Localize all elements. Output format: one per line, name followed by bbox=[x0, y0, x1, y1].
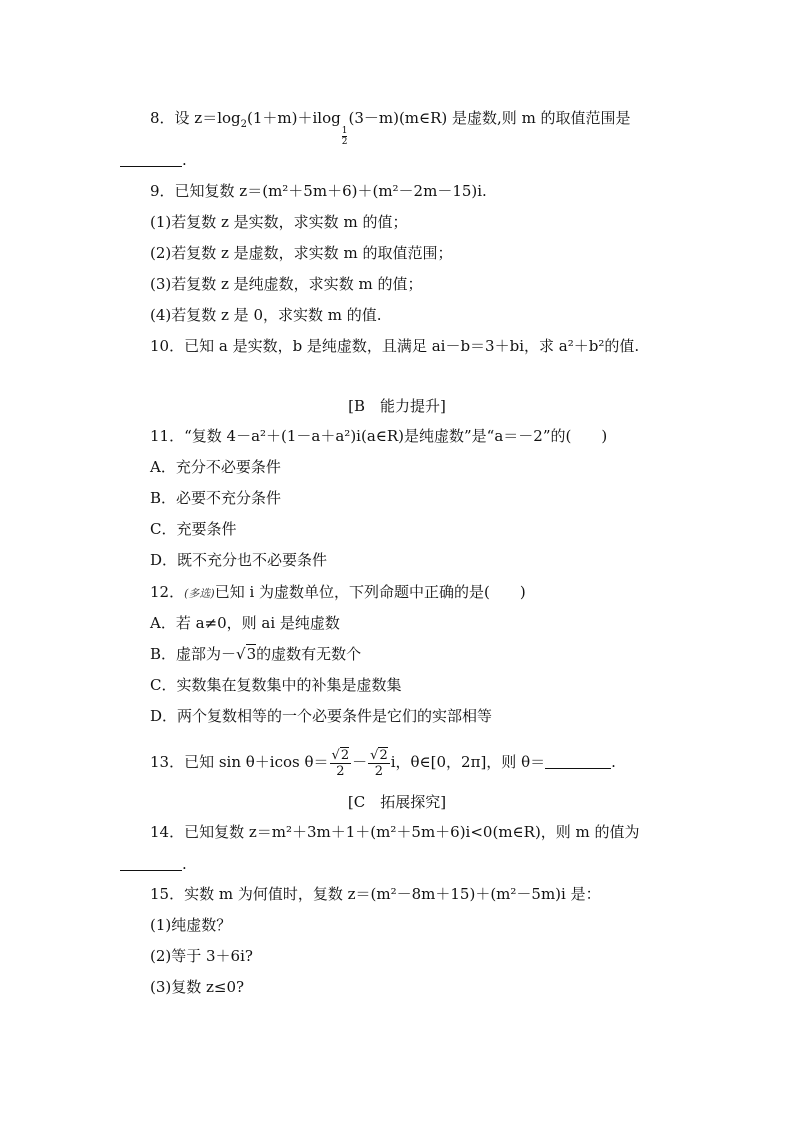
question-9-part-1: (1)若复数 z 是实数，求实数 m 的值； bbox=[150, 213, 408, 231]
question-11-option-a: A．充分不必要条件 bbox=[150, 458, 281, 476]
question-12-stem: 12．(多选)已知 i 为虚数单位，下列命题中正确的是( ) bbox=[150, 583, 526, 601]
question-12-option-c: C．实数集在复数集中的补集是虚数集 bbox=[150, 676, 402, 694]
q8-prefix: 8．设 z＝log bbox=[150, 109, 241, 127]
multi-select-tag: (多选) bbox=[184, 587, 215, 600]
q8-log-base: 2 bbox=[240, 119, 248, 130]
q14-answer-blank bbox=[120, 856, 182, 871]
sqrt-symbol: √ bbox=[236, 645, 246, 663]
question-15-part-3: (3)复数 z≤0? bbox=[150, 978, 245, 996]
q8-log-base-fraction: $\frac{1}{2}$ bbox=[341, 126, 348, 147]
question-8 bbox=[150, 108, 631, 147]
question-11-option-d: D．既不充分也不必要条件 bbox=[150, 551, 328, 569]
question-9-stem: 9．已知复数 z＝(m²＋5m＋6)＋(m²－2m－15)i. bbox=[150, 182, 487, 200]
question-12-option-b: B．虚部为－√3的虚数有无数个 bbox=[150, 645, 362, 663]
question-9-part-2: (2)若复数 z 是虚数，求实数 m 的取值范围； bbox=[150, 244, 453, 262]
q8-answer-blank bbox=[120, 152, 182, 167]
q13-fraction-1: $\frac{√2}{2}$ bbox=[331, 747, 350, 779]
question-11-option-b: B．必要不充分条件 bbox=[150, 489, 282, 507]
q13-answer-blank bbox=[545, 754, 611, 769]
q13-fraction-2: $\frac{√2}{2}$ bbox=[370, 747, 388, 779]
question-14-stem: 14．已知复数 z＝m²＋3m＋1＋(m²＋5m＋6)i<0(m∈R)，则 m 的值为 bbox=[150, 823, 640, 841]
section-c-heading: [C 拓展探究] bbox=[347, 793, 447, 811]
question-13-stem: 13．已知 sin θ＋icos θ＝ $\frac{√2}{2}$ － $\frac{√2}{2}$ i，θ∈[0，2π]，则 θ＝ . bbox=[150, 747, 616, 779]
question-11-option-c: C．充要条件 bbox=[150, 520, 237, 538]
question-15-part-1: (1)纯虚数？ bbox=[150, 916, 232, 934]
question-9-part-4: (4)若复数 z 是 0，求实数 m 的值. bbox=[150, 306, 382, 324]
question-15-stem: 15．实数 m 为何值时，复数 z＝(m²－8m＋15)＋(m²－5m)i 是： bbox=[150, 885, 601, 903]
question-10-stem: 10．已知 a 是实数，b 是纯虚数，且满足 ai－b＝3＋bi，求 a²＋b²的值. bbox=[150, 337, 640, 355]
question-12-option-a: A．若 a≠0，则 ai 是纯虚数 bbox=[150, 614, 340, 632]
question-8-answer-line: . bbox=[120, 150, 187, 170]
question-11-stem: 11．“复数 4－a²＋(1－a＋a²)i(a∈R)是纯虚数”是“a＝－2”的( ) bbox=[150, 427, 608, 445]
q8-suffix: (3－m)(m∈R) 是虚数,则 m 的取值范围是 bbox=[348, 109, 631, 127]
question-12-option-d: D．两个复数相等的一个必要条件是它们的实部相等 bbox=[150, 707, 493, 725]
section-b-heading: [B 能力提升] bbox=[348, 397, 446, 415]
question-9-part-3: (3)若复数 z 是纯虚数，求实数 m 的值； bbox=[150, 275, 423, 293]
question-14-answer-line: . bbox=[120, 854, 187, 874]
question-15-part-2: (2)等于 3＋6i? bbox=[150, 947, 253, 965]
q8-middle: (1＋m)＋ilog bbox=[247, 109, 341, 127]
